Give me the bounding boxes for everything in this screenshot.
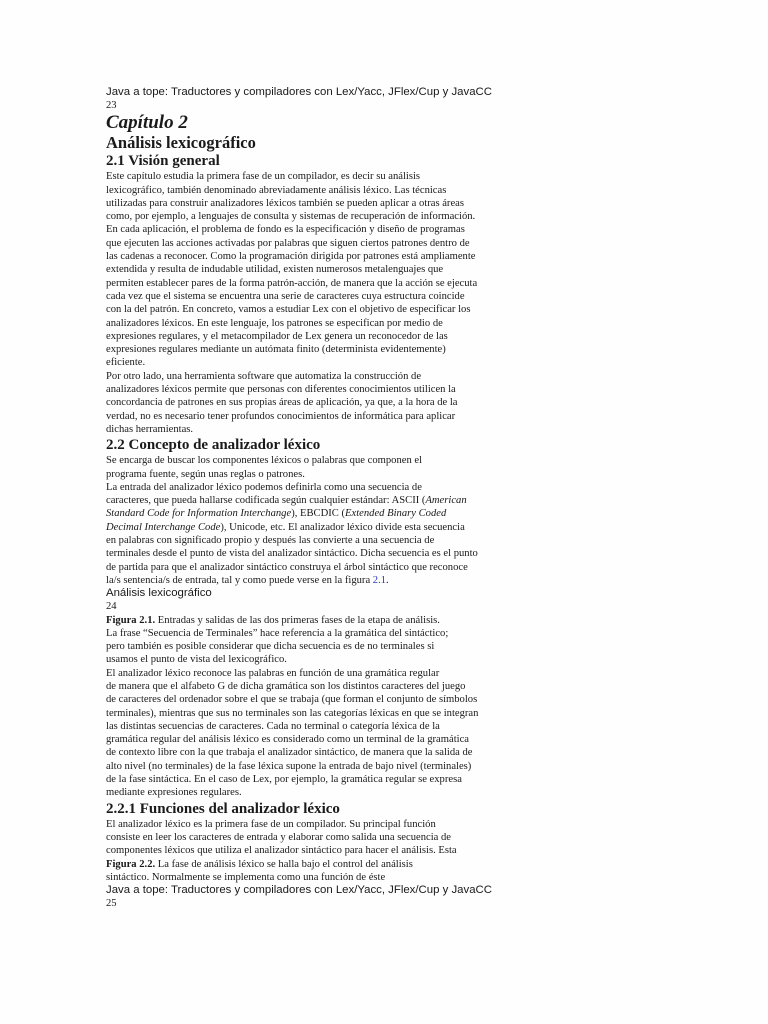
after-figure-body [106, 627, 506, 800]
text-line: pero también es posible considerar que dicha secuencia es de no terminales si [106, 641, 435, 653]
text-line: concordancia de patrones en sus propias áreas de aplicación, ya que, a la hora de la [106, 397, 458, 409]
text-line: en palabras con significado propio y después las convierte a una secuencia de [106, 535, 435, 547]
text-line: cada vez que el sistema se encuentra una serie de caracteres cuya estructura coincide [106, 290, 465, 302]
section-2-2-body [106, 454, 506, 587]
text-line: verdad, no es necesario tener profundos conocimientos de informática para aplicar [106, 410, 456, 422]
text-line: permiten establecer pares de la forma patrón-acción, de manera que la acción se ejecuta [106, 277, 478, 289]
text-line: eficiente. [106, 357, 146, 369]
text-line: con la del patrón. En concreto, vamos a estudiar Lex con el objetivo de especificar los [106, 304, 471, 316]
text-run: caracteres, que pueda hallarse codificada según cualquier estándar: ASCII ( [106, 495, 426, 507]
text-line: Por otro lado, una herramienta software que automatiza la construcción de [106, 370, 422, 382]
text-line: dichas herramientas. [106, 423, 194, 435]
figure-link[interactable]: 2.1 [372, 574, 387, 586]
text-line: las cadenas a reconocer. Como la programación dirigida por patrones está ampliamente [106, 251, 476, 263]
section-2-2-1-body [106, 818, 506, 858]
text-run-italic: Decimal Interchange Code [106, 521, 221, 533]
text-run: ), EBCDIC ( [291, 508, 346, 520]
text-line: mediante expresiones regulares. [106, 787, 242, 799]
text-line [106, 521, 506, 534]
text-line: El analizador léxico reconoce las palabras en función de una gramática regular [106, 667, 440, 679]
text-line: de partida para que el analizador sintáctico construya el árbol sintáctico que reconoce [106, 561, 468, 573]
text-line [106, 494, 506, 507]
figure-caption [106, 858, 506, 871]
text-line: extendida y resulta de indudable utilidad, existen numerosos metalenguajes que [106, 264, 444, 276]
text-line: de caracteres del ordenador sobre el que se trabaja (que forman el conjunto de símbolos [106, 694, 478, 706]
chapter-title: Análisis lexicográfico [106, 133, 256, 153]
figure-caption-line: sintáctico. Normalmente se implementa como una función de éste [106, 871, 386, 883]
text-line: utilizadas para construir analizadores léxicos también se pueden aplicar a otras áreas [106, 197, 464, 209]
section-2-1-body [106, 170, 506, 436]
text-line: La entrada del analizador léxico podemos definirla como una secuencia de [106, 481, 422, 493]
text-line: La frase “Secuencia de Terminales” hace referencia a la gramática del sintáctico; [106, 627, 449, 639]
running-footer-title: Java a tope: Traductores y compiladores con Lex/Yacc, JFlex/Cup y JavaCC [106, 884, 492, 897]
page-number: 25 [106, 898, 117, 910]
page-number: 24 [106, 601, 117, 613]
text-line: expresiones regulares mediante un autómata finito (determinista evidentemente) [106, 344, 446, 356]
running-header-title: Java a tope: Traductores y compiladores con Lex/Yacc, JFlex/Cup y JavaCC [106, 86, 492, 98]
text-run-italic: American [425, 495, 467, 507]
text-line: Se encarga de buscar los componentes léxicos o palabras que componen el [106, 455, 423, 467]
figure-caption [106, 614, 506, 627]
text-line: programa fuente, según unas reglas o patrones. [106, 468, 305, 480]
chapter-label: Capítulo 2 [106, 112, 188, 134]
figure-caption-text: La fase de análisis léxico se halla bajo el control del análisis [155, 858, 413, 870]
text-line: gramática regular del análisis léxico es considerado como un terminal de la gramática [106, 734, 469, 746]
text-line: lexicográfico, también denominado abreviadamente análisis léxico. Las técnicas [106, 184, 447, 196]
text-line: componentes léxicos que utiliza el analizador sintáctico para hacer el análisis. Esta [106, 845, 457, 857]
figure-caption-text: Entradas y salidas de las dos primeras fases de la etapa de análisis. [155, 614, 440, 626]
page-number: 23 [106, 100, 117, 111]
text-line: alto nivel (no terminales) de la fase léxica supone la entrada de bajo nivel (terminales) [106, 760, 472, 772]
text-line: las distintas secuencias de caracteres. Cada no terminal o categoría léxica de la [106, 720, 440, 732]
section-heading-2-1: 2.1 Visión general [106, 153, 220, 170]
text-line [106, 507, 506, 520]
text-line: que ejecuten las acciones activadas por palabras que siguen ciertos patrones dentro de [106, 237, 470, 249]
text-line: de la fase sintáctica. En el caso de Lex, por ejemplo, la gramática regular se expresa [106, 774, 462, 786]
text-line: terminales desde el punto de vista del analizador sintáctico. Dicha secuencia es el punto [106, 548, 478, 560]
text-line: como, por ejemplo, a lenguajes de consulta y sistemas de recuperación de información. [106, 211, 476, 223]
section-heading-2-2: 2.2 Concepto de analizador léxico [106, 437, 321, 454]
text-line: Este capítulo estudia la primera fase de un compilador, es decir su análisis [106, 171, 421, 183]
text-run: . [386, 574, 389, 586]
text-line: de manera que el alfabeto G de dicha gramática son los distintos caracteres del juego [106, 680, 466, 692]
text-line: expresiones regulares, y el metacompilador de Lex genera un reconocedor de las [106, 330, 448, 342]
section-heading-2-2-1: 2.2.1 Funciones del analizador léxico [106, 800, 340, 817]
text-line [106, 574, 506, 587]
text-line: El analizador léxico es la primera fase de un compilador. Su principal función [106, 818, 436, 830]
page-content [106, 86, 506, 910]
text-line: analizadores léxicos permite que personas con diferentes conocimientos utilicen la [106, 384, 456, 396]
text-line: analizadores léxicos. En este lenguaje, los patrones se especifican por medio de [106, 317, 443, 329]
figure-label: Figura 2.1. [106, 614, 156, 626]
text-line: En cada aplicación, el problema de fondo es la especificación y diseño de programas [106, 224, 465, 236]
text-line: usamos el punto de vista del lexicográfico. [106, 654, 287, 666]
figure-label: Figura 2.2. [106, 858, 156, 870]
text-run: la/s sentencia/s de entrada, tal y como puede verse en la figura [106, 574, 373, 586]
text-line: consiste en leer los caracteres de entrada y elaborar como salida una secuencia de [106, 831, 452, 843]
text-run: ), Unicode, etc. El analizador léxico divide esta secuencia [220, 521, 465, 533]
text-run-italic: Extended Binary Coded [345, 508, 447, 520]
running-section-title: Análisis lexicográfico [106, 587, 212, 600]
text-line: de contexto libre con la que trabaja el analizador sintáctico, de manera que la salida de [106, 747, 473, 759]
text-run-italic: Standard Code for Information Interchange [106, 508, 292, 520]
text-line: terminales), mientras que sus no terminales son las categorías léxicas en que se integran [106, 707, 479, 719]
